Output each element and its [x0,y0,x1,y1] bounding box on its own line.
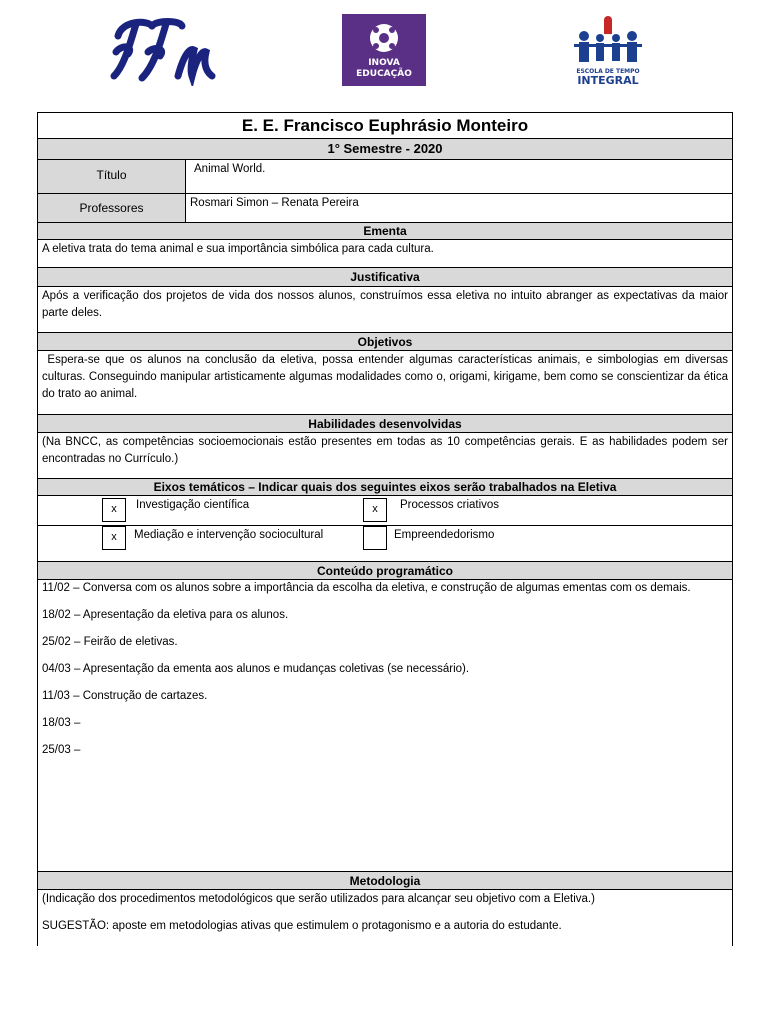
titulo-value: Animal World. [194,163,266,175]
habilidades-header: Habilidades desenvolvidas [38,415,732,433]
escola-logo-figures [558,14,658,66]
inova-logo-line1: INOVA [368,58,400,68]
conteudo-item: 11/02 – Conversa com os alunos sobre a importância da escolha da eletiva, e construção de algumas ementas com os demais. [42,582,691,594]
titulo-label: Título [38,160,186,193]
conteudo-item: 25/02 – Feirão de eletivas. [42,636,178,648]
conteudo-item: 11/03 – Construção de cartazes. [42,690,208,702]
ffem-logo [108,14,220,86]
label-processos-criativos: Processos criativos [400,499,500,511]
checkbox-mediacao[interactable]: x [102,526,126,550]
justificativa-header: Justificativa [38,268,732,287]
checkbox-investigacao[interactable]: x [102,498,126,522]
objetivos-header: Objetivos [38,333,732,351]
professores-row [38,194,732,223]
objetivos-text: Espera-se que os alunos na conclusão da eletiva, possa entender algumas características animais, e simbologias em diversas culturas. Conseguindo manipular artisticamente algumas modalidades como o, origami, kirigame, bem como se conscientizar da ética do trato ao animal. [38,351,732,415]
eletiva-form [37,112,733,946]
escola-logo-line1: ESCOLA DE TEMPO [576,68,640,75]
checkbox-processos-criativos[interactable]: x [363,498,387,522]
inova-logo-line2: EDUCAÇÃO [356,69,412,79]
semester: 1° Semestre - 2020 [38,139,732,160]
checkbox-empreendedorismo[interactable] [363,526,387,550]
conteudo-item: 18/02 – Apresentação da eletiva para os alunos. [42,609,289,621]
ementa-header: Ementa [38,223,732,240]
ffem-logo-graphic [108,14,220,86]
eixos-row-1 [38,496,732,526]
school-name: E. E. Francisco Euphrásio Monteiro [38,113,732,139]
justificativa-text: Após a verificação dos projetos de vida dos nossos alunos, construímos essa eletiva no intuito abranger as expectativas da maior parte deles. [38,287,732,333]
conteudo-item: 18/03 – [42,717,81,729]
eixos-row-2 [38,526,732,562]
metodologia-text [38,890,732,935]
label-empreendedorismo: Empreendedorismo [394,529,495,541]
eixos-header: Eixos temáticos – Indicar quais dos seguintes eixos serão trabalhados na Eletiva [38,479,732,496]
metodologia-line-2: SUGESTÃO: aposte em metodologias ativas que estimulem o protagonismo e a autoria do estudante. [42,920,562,932]
professores-label: Professores [38,194,186,222]
label-mediacao: Mediação e intervenção sociocultural [134,529,324,541]
metodologia-line-1: (Indicação dos procedimentos metodológicos que serão utilizados para alcançar seu objetivo com a Eletiva.) [42,893,595,905]
conteudo-item: 04/03 – Apresentação da ementa aos alunos e mudanças coletivas (se necessário). [42,663,470,675]
logo-bar [0,0,768,110]
escola-logo-line2: INTEGRAL [577,74,639,87]
label-investigacao: Investigação científica [136,499,250,511]
inova-educacao-logo [342,14,426,86]
escola-tempo-integral-logo [558,14,658,86]
titulo-row [38,160,732,194]
habilidades-text: (Na BNCC, as competências socioemocionais estão presentes em todas as 10 competências gerais. E as habilidades podem ser encontradas no Currículo.) [38,433,732,479]
conteudo-list [38,580,732,872]
professores-value: Rosmari Simon – Renata Pereira [190,197,359,209]
ementa-text: A eletiva trata do tema animal e sua importância simbólica para cada cultura. [38,240,732,268]
conteudo-item: 25/03 – [42,744,81,756]
metodologia-header: Metodologia [38,872,732,890]
conteudo-header: Conteúdo programático [38,562,732,580]
